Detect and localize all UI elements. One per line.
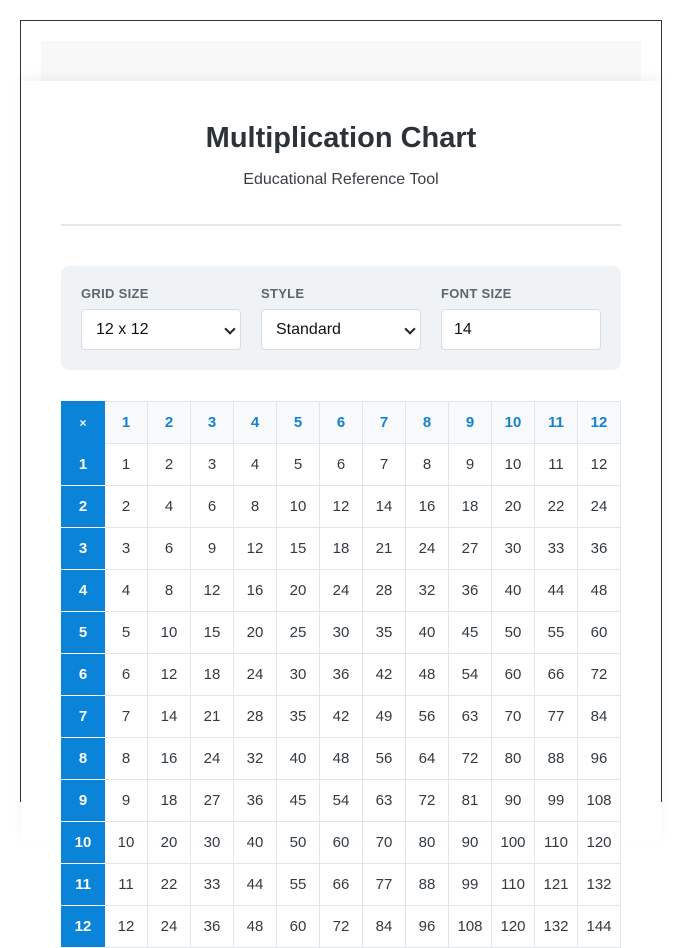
table-cell: 56 xyxy=(406,696,449,738)
table-cell: 18 xyxy=(449,486,492,528)
table-cell: 48 xyxy=(234,906,277,948)
table-cell: 6 xyxy=(191,486,234,528)
table-cell: 16 xyxy=(148,738,191,780)
table-cell: 4 xyxy=(105,570,148,612)
table-cell: 77 xyxy=(535,696,578,738)
row-header: 11 xyxy=(62,864,105,906)
column-header: 5 xyxy=(277,402,320,444)
table-cell: 50 xyxy=(492,612,535,654)
header-divider xyxy=(61,224,621,226)
table-cell: 6 xyxy=(105,654,148,696)
table-cell: 32 xyxy=(406,570,449,612)
table-cell: 21 xyxy=(191,696,234,738)
table-cell: 36 xyxy=(578,528,621,570)
column-header: 1 xyxy=(105,402,148,444)
table-cell: 25 xyxy=(277,612,320,654)
table-cell: 28 xyxy=(234,696,277,738)
column-header: 4 xyxy=(234,402,277,444)
column-header: 3 xyxy=(191,402,234,444)
table-cell: 30 xyxy=(320,612,363,654)
table-cell: 49 xyxy=(363,696,406,738)
table-row xyxy=(62,864,621,906)
column-header: 9 xyxy=(449,402,492,444)
table-cell: 40 xyxy=(234,822,277,864)
table-cell: 12 xyxy=(320,486,363,528)
row-header: 2 xyxy=(62,486,105,528)
table-cell: 70 xyxy=(492,696,535,738)
style-select[interactable] xyxy=(261,309,421,350)
table-cell: 12 xyxy=(105,906,148,948)
table-cell: 56 xyxy=(363,738,406,780)
table-cell: 88 xyxy=(535,738,578,780)
table-cell: 12 xyxy=(148,654,191,696)
grid-size-label: GRID SIZE xyxy=(81,286,149,301)
table-cell: 40 xyxy=(406,612,449,654)
table-cell: 110 xyxy=(535,822,578,864)
row-header: 7 xyxy=(62,696,105,738)
table-cell: 24 xyxy=(578,486,621,528)
table-cell: 144 xyxy=(578,906,621,948)
table-header-row xyxy=(62,402,621,444)
table-cell: 33 xyxy=(535,528,578,570)
font-size-control xyxy=(441,286,601,350)
row-header: 6 xyxy=(62,654,105,696)
table-cell: 36 xyxy=(191,906,234,948)
table-cell: 72 xyxy=(406,780,449,822)
column-header: 7 xyxy=(363,402,406,444)
column-header: 2 xyxy=(148,402,191,444)
table-cell: 12 xyxy=(191,570,234,612)
table-cell: 21 xyxy=(363,528,406,570)
table-cell: 30 xyxy=(191,822,234,864)
font-size-input[interactable] xyxy=(441,309,601,350)
table-cell: 70 xyxy=(363,822,406,864)
table-cell: 18 xyxy=(148,780,191,822)
table-cell: 10 xyxy=(492,444,535,486)
table-cell: 84 xyxy=(578,696,621,738)
table-cell: 54 xyxy=(320,780,363,822)
table-cell: 81 xyxy=(449,780,492,822)
table-cell: 40 xyxy=(277,738,320,780)
table-cell: 48 xyxy=(406,654,449,696)
chevron-down-icon xyxy=(224,323,235,334)
table-cell: 24 xyxy=(406,528,449,570)
font-size-value: 14 xyxy=(454,321,472,338)
table-cell: 40 xyxy=(492,570,535,612)
table-cell: 9 xyxy=(105,780,148,822)
table-cell: 8 xyxy=(148,570,191,612)
table-cell: 88 xyxy=(406,864,449,906)
table-cell: 108 xyxy=(578,780,621,822)
table-cell: 44 xyxy=(234,864,277,906)
table-cell: 108 xyxy=(449,906,492,948)
row-header: 4 xyxy=(62,570,105,612)
table-cell: 7 xyxy=(363,444,406,486)
table-cell: 66 xyxy=(320,864,363,906)
column-header: 10 xyxy=(492,402,535,444)
table-cell: 10 xyxy=(277,486,320,528)
table-cell: 24 xyxy=(234,654,277,696)
table-cell: 2 xyxy=(105,486,148,528)
table-cell: 60 xyxy=(277,906,320,948)
table-cell: 22 xyxy=(535,486,578,528)
table-cell: 63 xyxy=(363,780,406,822)
table-cell: 16 xyxy=(234,570,277,612)
table-cell: 8 xyxy=(234,486,277,528)
table-cell: 120 xyxy=(492,906,535,948)
style-value: Standard xyxy=(276,321,341,338)
table-cell: 72 xyxy=(320,906,363,948)
top-strip xyxy=(41,41,641,81)
table-cell: 4 xyxy=(148,486,191,528)
table-cell: 15 xyxy=(191,612,234,654)
table-cell: 12 xyxy=(578,444,621,486)
table-cell: 80 xyxy=(492,738,535,780)
table-cell: 50 xyxy=(277,822,320,864)
table-corner: × xyxy=(62,402,105,444)
table-cell: 45 xyxy=(277,780,320,822)
chart-card xyxy=(21,81,661,935)
table-cell: 20 xyxy=(148,822,191,864)
table-cell: 100 xyxy=(492,822,535,864)
table-cell: 7 xyxy=(105,696,148,738)
row-header: 10 xyxy=(62,822,105,864)
table-cell: 60 xyxy=(320,822,363,864)
table-cell: 28 xyxy=(363,570,406,612)
table-cell: 20 xyxy=(277,570,320,612)
table-cell: 2 xyxy=(148,444,191,486)
table-cell: 36 xyxy=(449,570,492,612)
table-cell: 18 xyxy=(191,654,234,696)
table-cell: 14 xyxy=(363,486,406,528)
table-cell: 1 xyxy=(105,444,148,486)
table-cell: 14 xyxy=(148,696,191,738)
table-cell: 18 xyxy=(320,528,363,570)
table-cell: 22 xyxy=(148,864,191,906)
table-cell: 64 xyxy=(406,738,449,780)
table-cell: 48 xyxy=(578,570,621,612)
table-row xyxy=(62,528,621,570)
table-cell: 84 xyxy=(363,906,406,948)
table-cell: 4 xyxy=(234,444,277,486)
table-cell: 42 xyxy=(363,654,406,696)
table-cell: 10 xyxy=(148,612,191,654)
table-row xyxy=(62,570,621,612)
grid-size-control xyxy=(81,286,241,350)
table-cell: 42 xyxy=(320,696,363,738)
row-header: 9 xyxy=(62,780,105,822)
table-cell: 60 xyxy=(578,612,621,654)
table-cell: 63 xyxy=(449,696,492,738)
font-size-label: FONT SIZE xyxy=(441,286,512,301)
table-cell: 77 xyxy=(363,864,406,906)
table-cell: 30 xyxy=(492,528,535,570)
row-header: 8 xyxy=(62,738,105,780)
table-row xyxy=(62,654,621,696)
table-cell: 35 xyxy=(277,696,320,738)
style-control xyxy=(261,286,421,350)
table-cell: 8 xyxy=(406,444,449,486)
grid-size-select[interactable] xyxy=(81,309,241,350)
table-cell: 99 xyxy=(535,780,578,822)
table-cell: 9 xyxy=(191,528,234,570)
table-row xyxy=(62,612,621,654)
page-title: Multiplication Chart xyxy=(205,122,477,154)
page-subtitle: Educational Reference Tool xyxy=(243,171,439,188)
table-cell: 10 xyxy=(105,822,148,864)
table-cell: 80 xyxy=(406,822,449,864)
column-header: 8 xyxy=(406,402,449,444)
table-cell: 72 xyxy=(578,654,621,696)
table-cell: 15 xyxy=(277,528,320,570)
table-cell: 5 xyxy=(277,444,320,486)
table-cell: 120 xyxy=(578,822,621,864)
table-cell: 24 xyxy=(191,738,234,780)
row-header: 3 xyxy=(62,528,105,570)
table-cell: 6 xyxy=(148,528,191,570)
column-header: 6 xyxy=(320,402,363,444)
table-cell: 3 xyxy=(105,528,148,570)
table-cell: 12 xyxy=(234,528,277,570)
table-cell: 3 xyxy=(191,444,234,486)
grid-size-value: 12 x 12 xyxy=(96,321,149,338)
column-header: 12 xyxy=(578,402,621,444)
table-cell: 11 xyxy=(535,444,578,486)
table-cell: 16 xyxy=(406,486,449,528)
table-cell: 20 xyxy=(492,486,535,528)
table-row xyxy=(62,486,621,528)
table-cell: 44 xyxy=(535,570,578,612)
table-cell: 96 xyxy=(406,906,449,948)
row-header: 12 xyxy=(62,906,105,948)
table-cell: 24 xyxy=(320,570,363,612)
table-row xyxy=(62,696,621,738)
table-cell: 45 xyxy=(449,612,492,654)
table-cell: 110 xyxy=(492,864,535,906)
table-cell: 60 xyxy=(492,654,535,696)
table-cell: 9 xyxy=(449,444,492,486)
table-row xyxy=(62,444,621,486)
table-cell: 132 xyxy=(535,906,578,948)
column-header: 11 xyxy=(535,402,578,444)
table-cell: 27 xyxy=(191,780,234,822)
table-cell: 36 xyxy=(234,780,277,822)
table-cell: 48 xyxy=(320,738,363,780)
style-label: STYLE xyxy=(261,286,305,301)
table-cell: 55 xyxy=(535,612,578,654)
chevron-down-icon xyxy=(404,323,415,334)
table-cell: 132 xyxy=(578,864,621,906)
table-cell: 27 xyxy=(449,528,492,570)
table-cell: 72 xyxy=(449,738,492,780)
row-header: 1 xyxy=(62,444,105,486)
table-cell: 35 xyxy=(363,612,406,654)
table-cell: 55 xyxy=(277,864,320,906)
table-row xyxy=(62,906,621,948)
table-cell: 33 xyxy=(191,864,234,906)
table-cell: 8 xyxy=(105,738,148,780)
table-cell: 20 xyxy=(234,612,277,654)
table-cell: 30 xyxy=(277,654,320,696)
table-cell: 54 xyxy=(449,654,492,696)
browser-viewport xyxy=(20,20,662,935)
table-row xyxy=(62,822,621,864)
table-cell: 11 xyxy=(105,864,148,906)
table-cell: 32 xyxy=(234,738,277,780)
table-cell: 36 xyxy=(320,654,363,696)
table-cell: 5 xyxy=(105,612,148,654)
table-cell: 99 xyxy=(449,864,492,906)
controls-panel xyxy=(61,266,621,370)
table-cell: 6 xyxy=(320,444,363,486)
table-cell: 90 xyxy=(492,780,535,822)
table-cell: 24 xyxy=(148,906,191,948)
row-header: 5 xyxy=(62,612,105,654)
table-cell: 66 xyxy=(535,654,578,696)
table-cell: 121 xyxy=(535,864,578,906)
table-cell: 90 xyxy=(449,822,492,864)
table-row xyxy=(62,780,621,822)
multiplication-table xyxy=(61,401,621,948)
table-row xyxy=(62,738,621,780)
table-cell: 96 xyxy=(578,738,621,780)
